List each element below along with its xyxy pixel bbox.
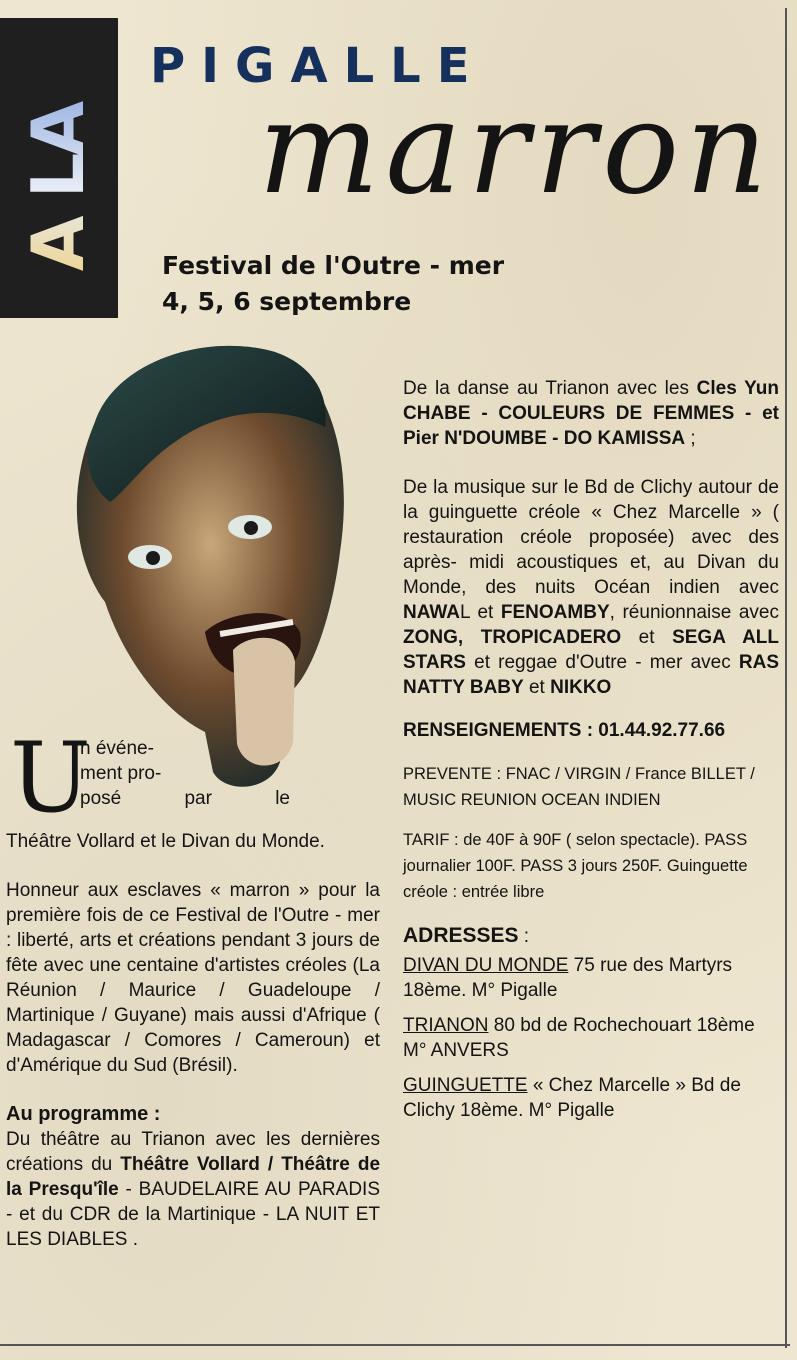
- adresses-heading: [403, 923, 779, 949]
- intro-line: ment pro-: [80, 763, 162, 784]
- festival-subtitle: [162, 248, 504, 320]
- programme-text: - BAUDELAIRE AU PARADIS - et du CDR de la Martinique - LA NUIT ET LES DIABLES .: [6, 1179, 381, 1250]
- paragraph-honneur: Honneur aux esclaves « marron » pour la première fois de ce Festival de l'Outre - mer : liberté, arts et créations pendant 3 jours de fête avec une centaine d'artistes créoles (La Réunion / Maurice / Guadeloupe / Martinique / Guyane) mais aussi d'Afrique ( Madagascar / Comores / Cameroun) et d'Amérique du Sud (Brésil).: [6, 880, 380, 1076]
- clipping-edge-right: [785, 8, 787, 1348]
- address-guinguette: [403, 1073, 779, 1123]
- address-detail: 80 bd de Rochechouart 18ème M° ANVERS: [403, 1015, 755, 1061]
- intro-lines: [80, 736, 290, 811]
- adresses-title: ADRESSES: [403, 924, 519, 947]
- music-paragraph: [403, 475, 779, 700]
- music-artist: SEGA ALL STARS: [403, 627, 779, 673]
- tarif-line: TARIF : de 40F à 90F ( selon spectacle). PASS journalier 100F. PASS 3 jours 250F. Guinguette créole : entrée libre: [403, 831, 748, 901]
- festival-dates: 4, 5, 6 septembre: [162, 287, 412, 316]
- music-artist: NAWA: [403, 602, 460, 623]
- music-text: et reggae d'Outre - mer avec: [465, 652, 739, 673]
- intro-continuation: Théâtre Vollard et le Divan du Monde.: [6, 831, 325, 852]
- programme-heading: Au programme :: [6, 1103, 161, 1125]
- music-artist: NIKKO: [550, 677, 612, 698]
- main-title: marron: [258, 74, 774, 223]
- section-label: A LA UNE: [28, 38, 88, 338]
- address-name: GUINGUETTE: [403, 1075, 528, 1096]
- music-artist: ZONG, TROPICADERO: [403, 627, 622, 648]
- clipping-edge-bottom: [0, 1344, 790, 1346]
- music-text: , réunionnaise avec: [609, 602, 780, 623]
- intro-line: n événe-: [80, 738, 154, 759]
- address-detail: « Chez Marcelle » Bd de Clichy 18ème. M° Pigalle: [403, 1075, 741, 1121]
- address-detail: 75 rue des Martyrs 18ème. M° Pigalle: [403, 955, 733, 1001]
- intro-line: posé par le: [80, 788, 290, 809]
- address-divan: [403, 953, 779, 1003]
- right-column: [403, 376, 779, 1123]
- programme-theatre-names: Théâtre Vollard / Théâtre de la Presqu'île: [6, 1154, 381, 1200]
- intro-block: [6, 722, 380, 834]
- kicker-title: PIGALLE: [150, 38, 486, 94]
- renseignements-line: RENSEIGNEMENTS : 01.44.92.77.66: [403, 720, 726, 741]
- programme-text: Du théâtre au Trianon avec les dernières créations du: [6, 1129, 380, 1175]
- address-trianon: [403, 1013, 779, 1063]
- music-text: et: [621, 627, 673, 648]
- drop-cap: U: [10, 722, 91, 834]
- dance-text: ;: [685, 428, 696, 449]
- dance-paragraph: [403, 376, 779, 451]
- music-artist: RAS NATTY BABY: [403, 652, 779, 698]
- prevente-line: PREVENTE : FNAC / VIRGIN / France BILLET / MUSIC REUNION OCEAN INDIEN: [403, 765, 755, 809]
- dance-text: De la danse au Trianon avec les: [403, 378, 689, 399]
- face-illustration: [55, 332, 355, 792]
- music-artist: FENOAMBY: [500, 602, 610, 623]
- adresses-colon: :: [518, 926, 530, 947]
- left-column: [6, 722, 381, 1252]
- address-name: TRIANON: [403, 1015, 489, 1036]
- music-text: De la musique sur le Bd de Clichy autour de la guinguette créole « Chez Marcelle » ( restauration créole proposée) avec des après- midi acoustiques et, au Divan du Monde, des nuits Océan indien avec: [403, 477, 779, 598]
- festival-name: Festival de l'Outre - mer: [162, 251, 505, 280]
- programme-paragraph: [6, 1127, 380, 1252]
- section-label-box: [0, 18, 160, 318]
- music-text: L et: [460, 602, 494, 623]
- dance-artists: Cles Yun CHABE - COULEURS DE FEMMES - et Pier N'DOUMBE - DO KAMISSA: [403, 378, 779, 449]
- music-text: et: [523, 677, 551, 698]
- address-name: DIVAN DU MONDE: [403, 955, 569, 976]
